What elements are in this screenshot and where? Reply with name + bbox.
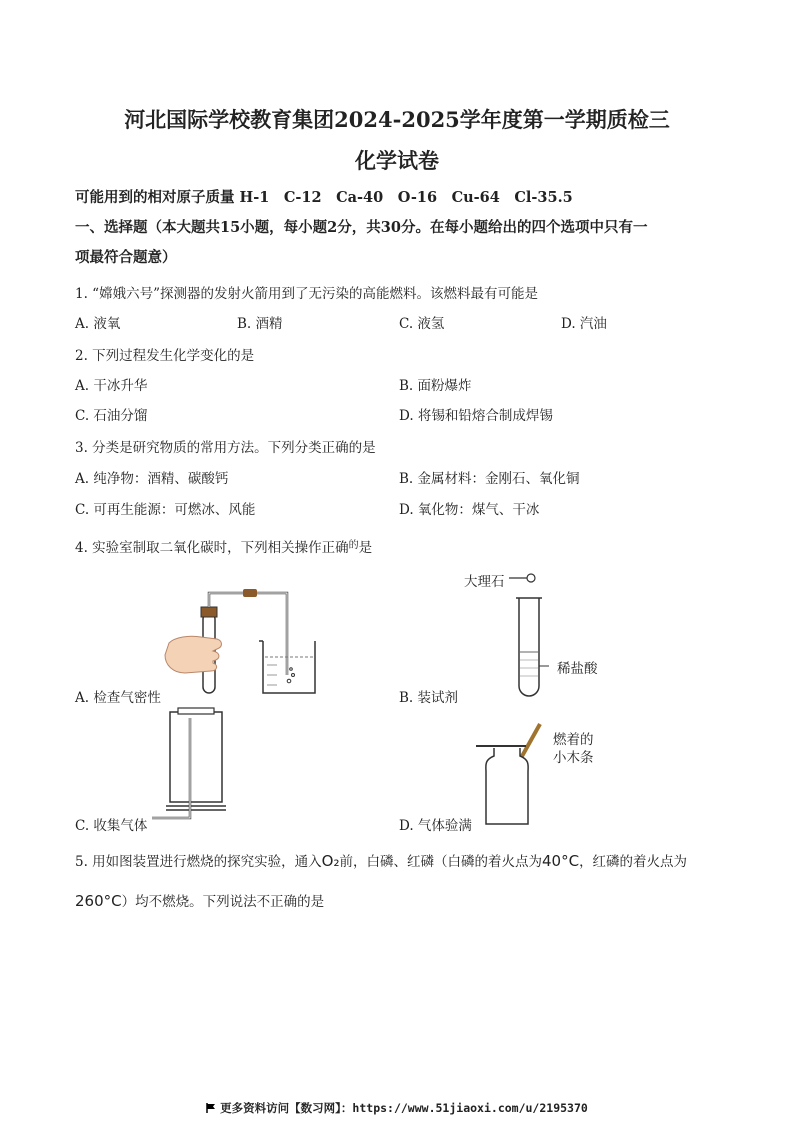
q2-option-c: C. 石油分馏	[75, 408, 148, 424]
section-heading-line1: 一、选择题（本大题共15小题，每小题2分，共30分。在每小题给出的四个选项中只有一	[75, 219, 648, 236]
q4-option-c: C. 收集气体	[75, 818, 148, 834]
acid-label: 稀盐酸	[557, 661, 598, 677]
q2-option-d: D. 将锡和铅熔合制成焊锡	[399, 408, 553, 424]
exam-subtitle: 化学试卷	[355, 148, 439, 173]
check-full-figure	[470, 720, 560, 830]
section-heading-line2: 项最符合题意）	[75, 249, 177, 266]
collect-gas-figure	[148, 706, 238, 830]
exam-title: 河北国际学校教育集团2024-2025学年度第一学期质检三	[124, 107, 670, 132]
splint-label-line2: 小木条	[553, 750, 594, 766]
q5-line2	[75, 890, 324, 910]
q3-option-a: A. 纯净物：酒精、碳酸钙	[75, 471, 229, 487]
q5-line1	[75, 850, 687, 870]
q4-option-d: D. 气体验满	[399, 818, 472, 834]
q2-option-a: A. 干冰升华	[75, 378, 148, 394]
q3-stem: 3. 分类是研究物质的常用方法。下列分类正确的是	[75, 440, 376, 456]
q5-text-c: ，红磷的着火点为	[579, 854, 688, 870]
reagent-figure	[505, 570, 555, 700]
q1-option-a: A. 液氧	[75, 316, 121, 332]
q4-stem	[75, 536, 372, 556]
q2-option-b: B. 面粉爆炸	[399, 378, 472, 394]
q3-option-c: C. 可再生能源：可燃冰、风能	[75, 502, 256, 518]
marble-label: 大理石	[464, 574, 505, 590]
q1-option-b: B. 酒精	[237, 316, 283, 332]
q1-stem: 1. “嫦娥六号”探测器的发射火箭用到了无污染的高能燃料。该燃料最有可能是	[75, 286, 538, 302]
q1-option-c: C. 液氢	[399, 316, 445, 332]
q4-stem-end: 是	[358, 540, 373, 556]
q3-option-b: B. 金属材料：金刚石、氧化铜	[399, 471, 580, 487]
q2-stem: 2. 下列过程发生化学变化的是	[75, 348, 255, 364]
q4-stem-small: 的	[348, 540, 359, 551]
atomic-mass-line: 可能用到的相对原子质量 H-1 C-12 Ca-40 O-16 Cu-64 Cl-35.5	[75, 189, 573, 206]
q3-option-d: D. 氧化物：煤气、干冰	[399, 502, 540, 518]
q5-temp-red: 260°C	[75, 892, 122, 910]
airtightness-figure	[155, 585, 325, 700]
q4-option-b: B. 装试剂	[399, 690, 459, 706]
q4-stem-text: 4. 实验室制取二氧化碳时，下列相关操作正确	[75, 540, 349, 556]
q5-text-a: 5. 用如图装置进行燃烧的探究实验，通入	[75, 854, 322, 870]
q5-o2-symbol: O₂	[321, 852, 340, 870]
footer	[0, 1100, 794, 1116]
flag-icon	[206, 1103, 216, 1113]
q5-temp-white: 40°C	[542, 852, 580, 870]
footer-link[interactable]: 更多资料访问【数习网】：https://www.51jiaoxi.com/u/2195370	[220, 1101, 588, 1115]
q5-text-end: ）均不燃烧。下列说法不正确的是	[121, 894, 325, 910]
splint-label-line1: 燃着的	[553, 732, 594, 748]
q1-option-d: D. 汽油	[561, 316, 607, 332]
q5-text-b: 前，白磷、红磷（白磷的着火点为	[339, 854, 542, 870]
q4-option-a: A. 检查气密性	[75, 690, 161, 706]
